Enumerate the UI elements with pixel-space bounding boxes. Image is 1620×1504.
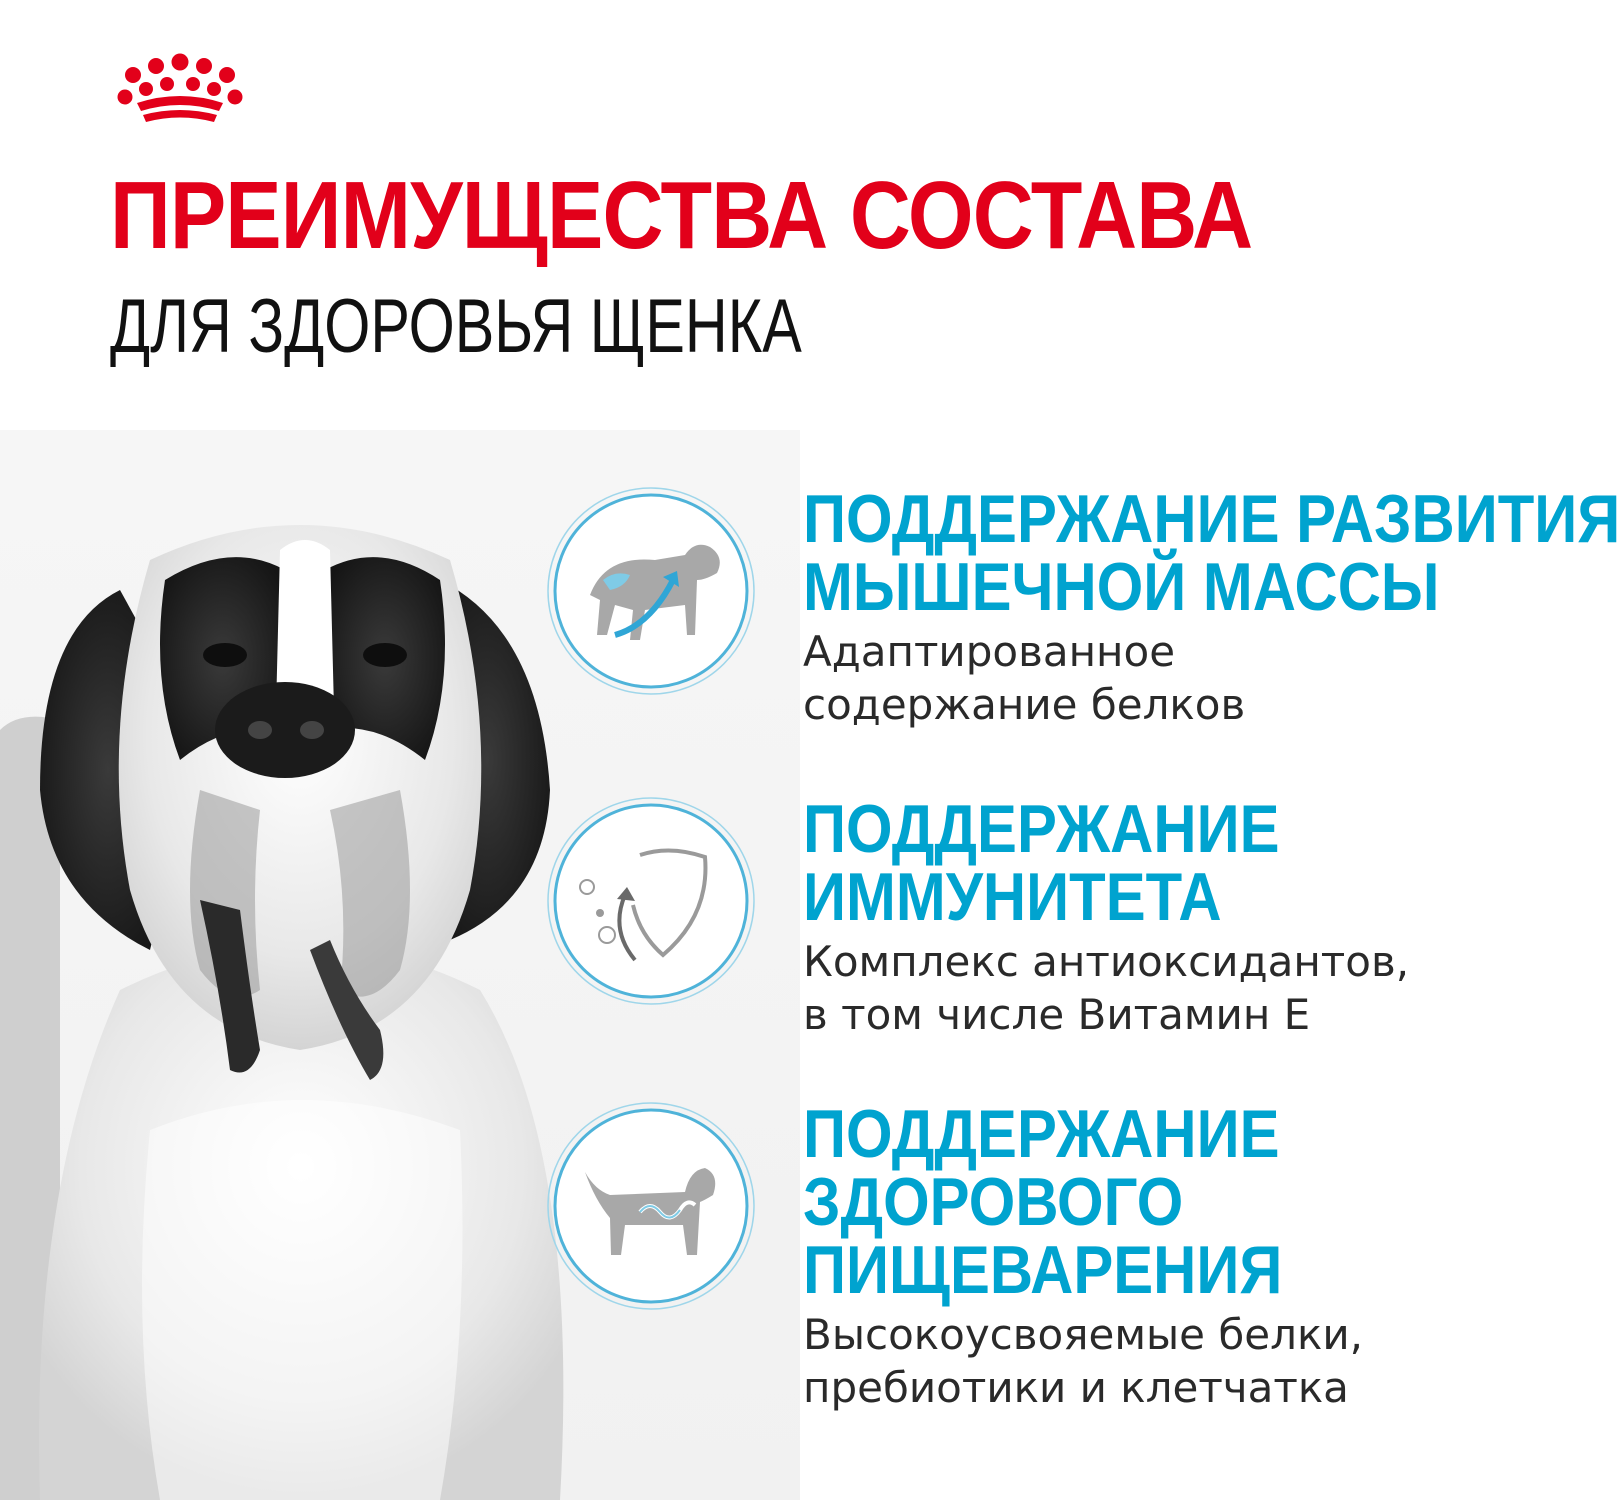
page-subtitle: ДЛЯ ЗДОРОВЬЯ ЩЕНКА	[110, 284, 802, 369]
benefit-heading-line: ЗДОРОВОГО	[803, 1164, 1184, 1240]
benefit-heading-line: ПОДДЕРЖАНИЕ РАЗВИТИЯ	[803, 481, 1620, 557]
digestion-icon	[545, 1100, 757, 1312]
page-title: ПРЕИМУЩЕСТВА СОСТАВА	[110, 162, 1253, 269]
benefit-heading-line: ПОДДЕРЖАНИЕ	[803, 791, 1280, 867]
benefit-heading-line: ПИЩЕВАРЕНИЯ	[803, 1232, 1283, 1308]
benefit-heading-line: ПОДДЕРЖАНИЕ	[803, 1096, 1280, 1172]
benefit-description-line: пребиотики и клетчатка	[803, 1363, 1349, 1412]
benefit-description-line: Высокоусвояемые белки,	[803, 1310, 1363, 1359]
benefit-heading-line: МЫШЕЧНОЙ МАССЫ	[803, 549, 1440, 625]
benefit-description-line: в том числе Витамин Е	[803, 990, 1311, 1039]
royal-canin-crown-icon	[115, 55, 245, 127]
muscle-growth-icon	[545, 485, 757, 697]
benefit-heading-line: ИММУНИТЕТА	[803, 859, 1222, 935]
benefit-description-line: Комплекс антиоксидантов,	[803, 937, 1410, 986]
benefit-description-line: Адаптированное	[803, 627, 1176, 676]
benefit-description-line: содержание белков	[803, 680, 1246, 729]
immunity-shield-icon	[545, 795, 757, 1007]
